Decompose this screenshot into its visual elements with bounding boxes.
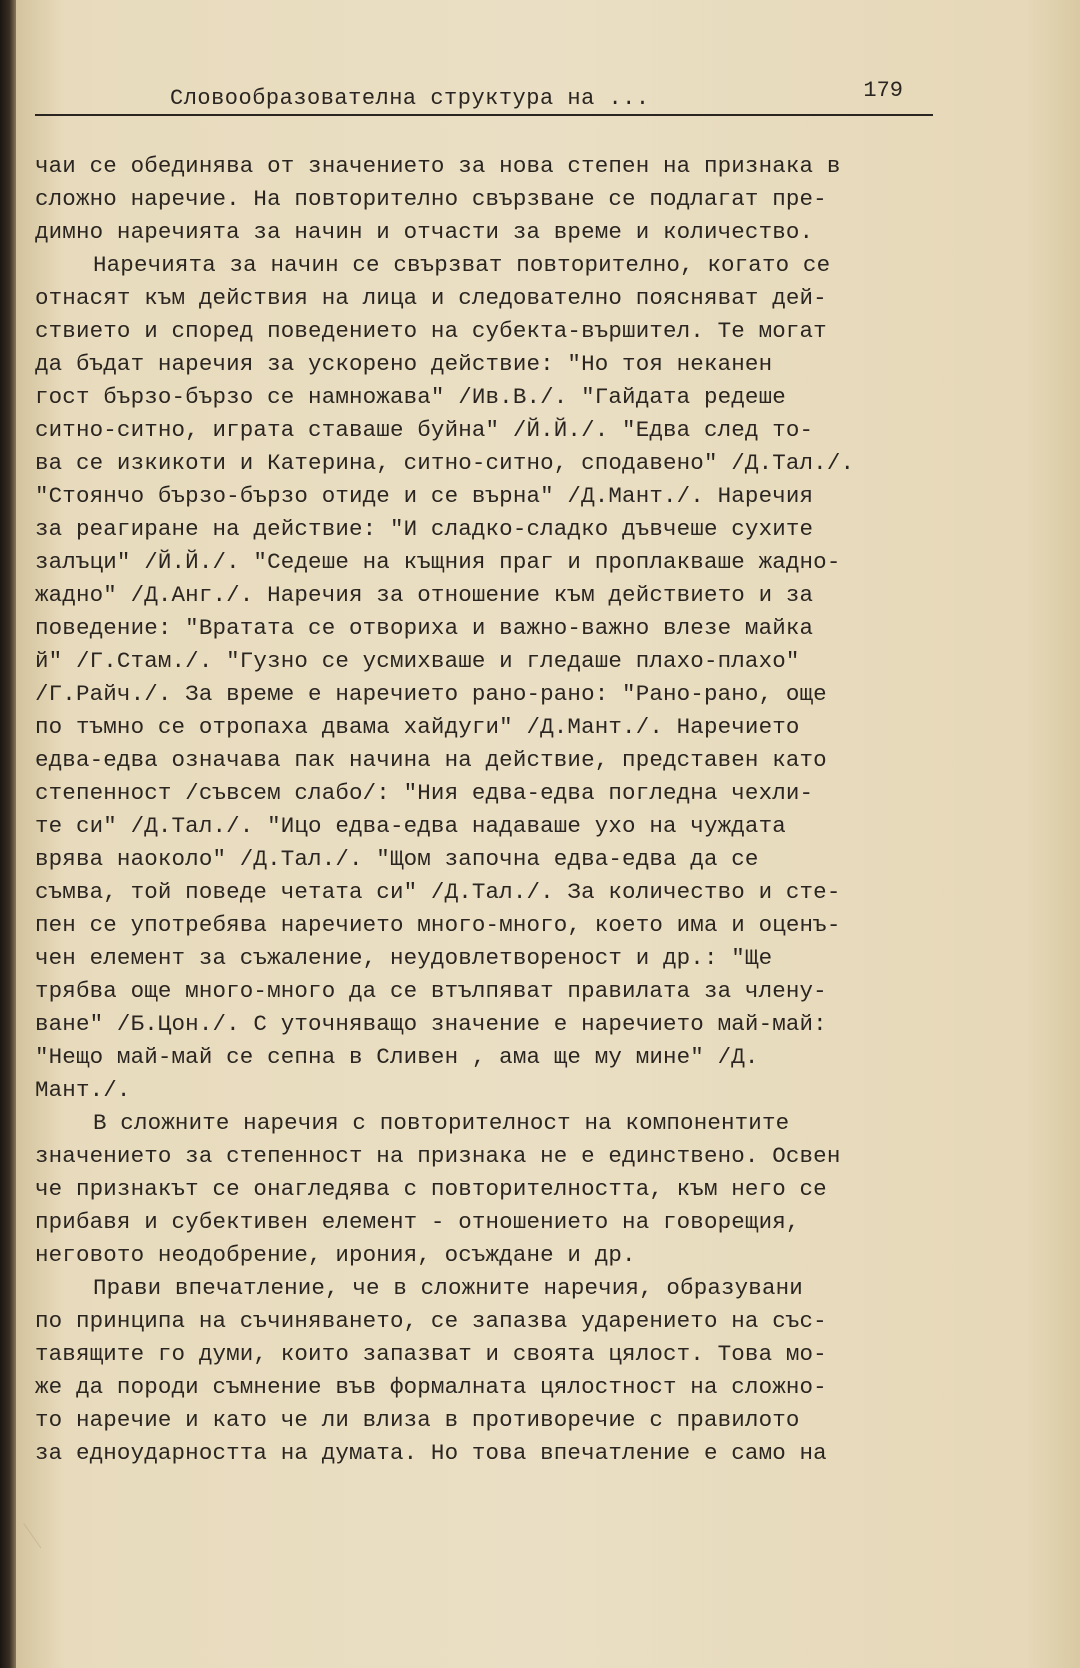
text-line: тавящите го думи, които запазват и своята цялост. Това мо-: [35, 1341, 827, 1367]
text-line: "Нещо май-май се сепна в Сливен , ама ще му мине" /Д.: [35, 1044, 759, 1070]
text-line: значението за степенност на признака не е единствено. Освен: [35, 1143, 841, 1169]
text-line: пен се употребява наречието много-много, което има и оценъ-: [35, 912, 841, 938]
body-text: [35, 150, 960, 1470]
text-line: поведение: "Вратата се отвориха и важно-важно влезе майка: [35, 615, 814, 641]
paragraph-start-line: Прави впечатление, че в сложните наречия, образувани: [93, 1275, 803, 1301]
text-line: за едноударността на думата. Но това впечатление е само на: [35, 1440, 827, 1466]
text-line: за реагиране на действие: "И сладко-сладко дъвчеше сухите: [35, 516, 814, 542]
text-line: димно наречията за начин и отчасти за време и количество.: [35, 219, 814, 245]
text-line: то наречие и като че ли влиза в противоречие с правилото: [35, 1407, 800, 1433]
text-line: /Г.Райч./. За време е наречието рано-рано: "Рано-рано, още: [35, 681, 827, 707]
text-line: че признакът се онагледява с повторителността, към него се: [35, 1176, 827, 1202]
paragraph-start-line: В сложните наречия с повторителност на компонентите: [93, 1110, 790, 1136]
page-header: [35, 78, 933, 116]
text-line: жадно" /Д.Анг./. Наречия за отношение към действието и за: [35, 582, 814, 608]
text-line: те си" /Д.Тал./. "Ицо едва-едва надаваше ухо на чуждата: [35, 813, 786, 839]
text-line: ва се изкикоти и Катерина, ситно-ситно, сподавено" /Д.Тал./.: [35, 450, 855, 476]
page-number: 179: [863, 78, 903, 103]
text-line: съмва, той поведе четата си" /Д.Тал./. За количество и сте-: [35, 879, 841, 905]
text-line: залъци" /Й.Й./. "Седеше на къщния праг и проплакваше жадно-: [35, 549, 841, 575]
text-line: по тъмно се отропаха двама хайдуги" /Д.Мант./. Наречието: [35, 714, 800, 740]
text-line: же да породи съмнение във формалната цялостност на сложно-: [35, 1374, 827, 1400]
text-line: по принципа на съчиняването, се запазва ударението на със-: [35, 1308, 827, 1334]
text-line: сложно наречие. На повторително свързване се подлагат пре-: [35, 186, 827, 212]
text-line: врява наоколо" /Д.Тал./. "Щом започна едва-едва да се: [35, 846, 759, 872]
text-line: ствието и според поведението на субекта-вършител. Те могат: [35, 318, 827, 344]
text-line: "Стоянчо бързо-бързо отиде и се върна" /Д.Мант./. Наречия: [35, 483, 814, 509]
text-line: гост бързо-бързо се намножава" /Ив.В./. "Гайдата редеше: [35, 384, 786, 410]
text-line: Мант./.: [35, 1077, 131, 1103]
text-line: ситно-ситно, играта ставаше буйна" /Й.Й./. "Едва след то-: [35, 417, 814, 443]
text-line: отнасят към действия на лица и следователно поясняват дей-: [35, 285, 827, 311]
text-line: степенност /съвсем слабо/: "Ния едва-едва погледна чехли-: [35, 780, 814, 806]
text-line: чен елемент за съжаление, неудовлетвореност и др.: "Ще: [35, 945, 773, 971]
book-binding-edge: [0, 0, 16, 1668]
text-line: ване" /Б.Цон./. С уточняващо значение е наречието май-май:: [35, 1011, 827, 1037]
running-title: Словообразователна структура на ...: [170, 86, 650, 111]
header-rule: [35, 114, 933, 116]
paragraph-start-line: Наречията за начин се свързват повторително, когато се: [93, 252, 831, 278]
text-line: едва-едва означава пак начина на действие, представен като: [35, 747, 827, 773]
text-line: неговото неодобрение, ирония, осъждане и др.: [35, 1242, 636, 1268]
text-line: прибавя и субективен елемент - отношението на говорещия,: [35, 1209, 800, 1235]
text-line: трябва още много-много да се втълпяват правилата за члену-: [35, 978, 827, 1004]
text-line: да бъдат наречия за ускорено действие: "Но тоя неканен: [35, 351, 773, 377]
text-line: й" /Г.Стам./. "Гузно се усмихваше и гледаше плахо-плахо": [35, 648, 800, 674]
pencil-mark: [23, 1512, 57, 1549]
text-line: чаи се обединява от значението за нова степен на признака в: [35, 153, 841, 179]
